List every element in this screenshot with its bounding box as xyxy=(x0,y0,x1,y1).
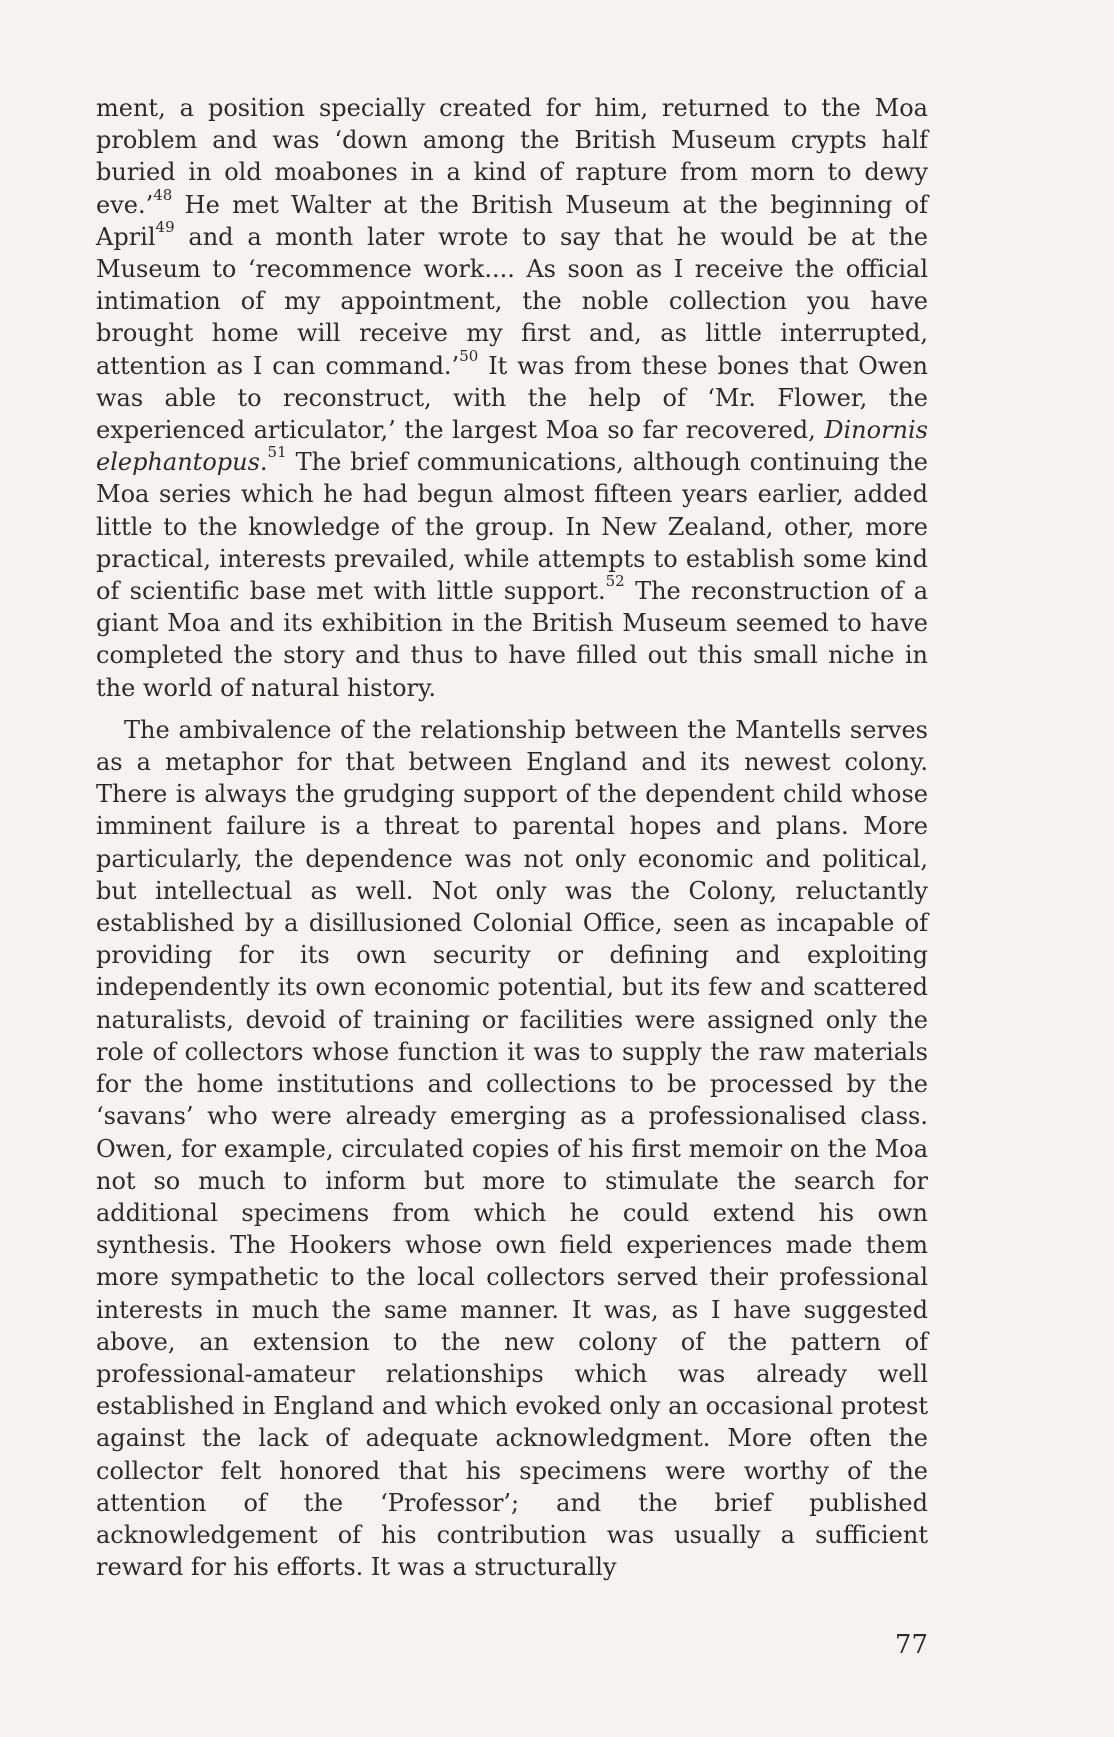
text-run: It was from these bones that Owen was able to reconstruct, with the help of ‘Mr. Flower, the experienced articulator,’ the largest Moa so far recovered, xyxy=(96,351,929,445)
text-run: and a month later wrote to say that he would be at the Museum to ‘recommence work.... As soon as I receive the official intimation of my appointment, the noble collection you have brought home will receive my first and, as little interrupted, attention as I can command.’ xyxy=(96,222,928,380)
text-run: The ambivalence of the relationship between the Mantells serves as a metaphor for that between England and its newest colony. There is always the grudging support of the dependent child whose imminent failure is a threat to parental hopes and plans. More particularly, the dependence was not only economic and political, but intellectual as well. Not only was the Colony, reluctantly established by a disillusioned Colonial Office, seen as incapable of providing for its own security or defining and exploiting independently its own economic potential, but its few and scattered naturalists, devoid of training or facilities were assigned only the role of collectors whose function it was to supply the raw materials for the home institutions and collections to be processed by the ‘savans’ who were already emerging as a professionalised class. Owen, for example, circulated copies of his first memoir on the Moa not so much to inform but more to stimulate the search for additional specimens from which he could extend his own synthesis. The Hookers whose own field experiences made them more sympathetic to the local collectors served their professional interests in much the same manner. It was, as I have suggested above, an extension to the new colony of the pattern of professional-amateur relationships which was already well established in England and which evoked only an occasional protest against the lack of adequate acknowledgment. More often the collector felt honored that his specimens were worthy of the attention of the ‘Professor’; and the brief published acknowledgement of his contribution was usually a sufficient reward for his efforts. It was a structurally xyxy=(96,715,928,1582)
footnote-ref-51: 51 xyxy=(267,443,287,462)
footnote-ref-52: 52 xyxy=(605,572,625,591)
page-body xyxy=(96,92,928,1583)
text-run: He met Walter at the British Museum at the beginning of April xyxy=(96,190,928,251)
footnote-ref-48: 48 xyxy=(153,185,173,204)
footnote-ref-50: 50 xyxy=(459,346,479,365)
text-run: The brief communications, although continuing the Moa series which he had begun almost fifteen years earlier, added little to the knowledge of the group. In New Zealand, other, more practical, interests prevailed, while attempts to establish some kind of scientific base met with little support. xyxy=(96,448,928,606)
paragraph-1 xyxy=(96,92,928,704)
paragraph-2 xyxy=(96,714,928,1583)
text-run: The reconstruction of a giant Moa and its exhibition in the British Museum seemed to have completed the story and thus to have filled out this small niche in the world of natural history. xyxy=(96,577,928,702)
species-name: Dinornis elephantopus xyxy=(96,416,928,477)
text-run: . xyxy=(259,448,268,477)
page-number: 77 xyxy=(894,1630,928,1660)
footnote-ref-49: 49 xyxy=(155,217,175,236)
text-run: ment, a position specially created for him, returned to the Moa problem and was ‘down among the British Museum crypts half buried in old moabones in a kind of rapture from morn to dewy eve.’ xyxy=(96,94,928,219)
